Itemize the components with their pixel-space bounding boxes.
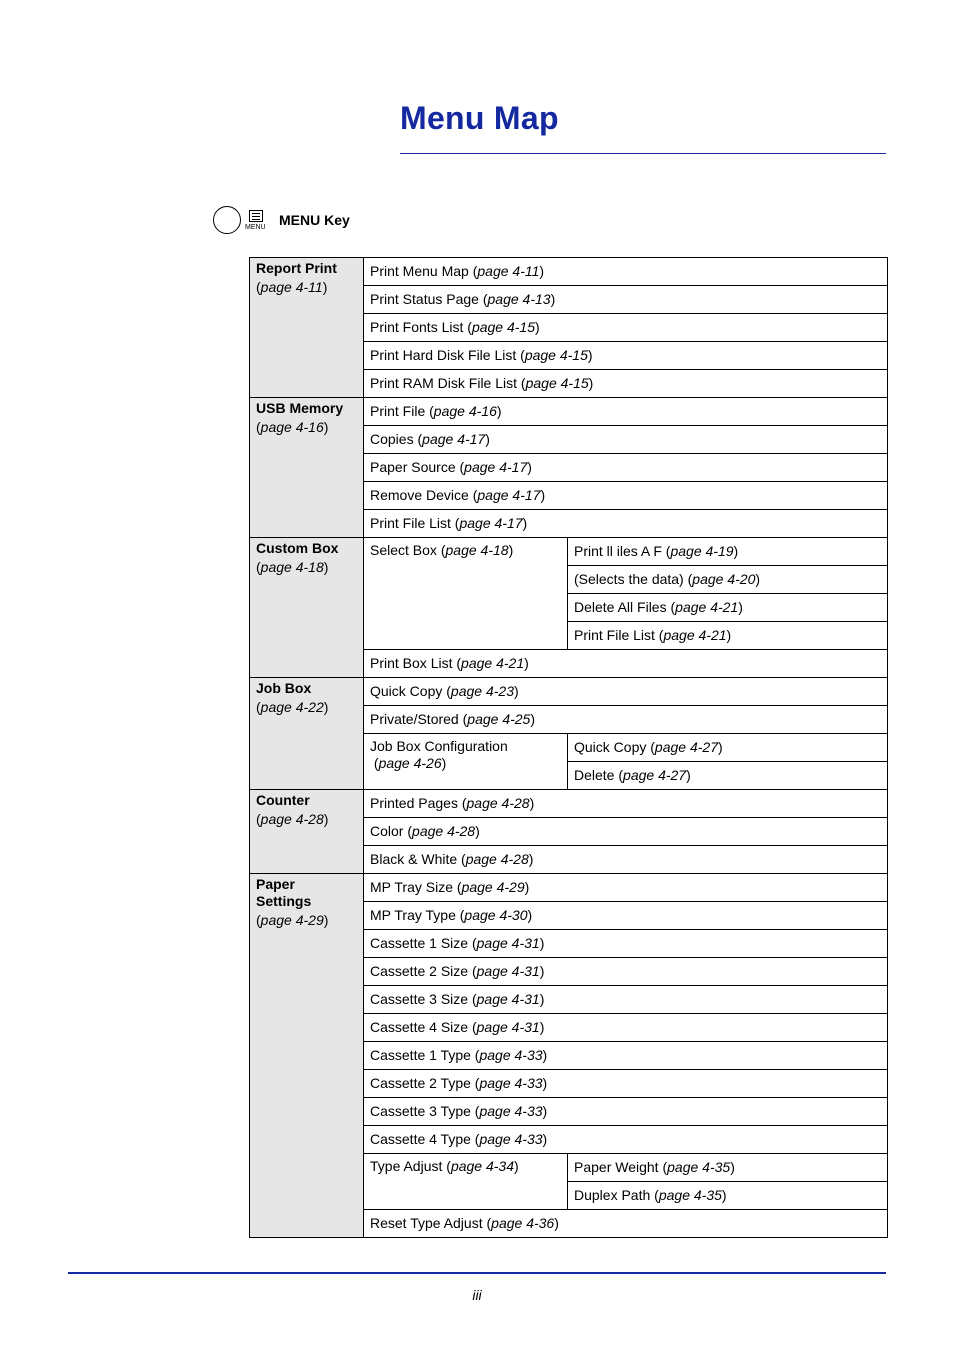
key-circle-icon — [213, 206, 241, 234]
menu-subitem: Print ll iles A F (page 4-19) — [568, 538, 888, 566]
menu-item: Cassette 3 Size (page 4-31) — [364, 986, 888, 1014]
menu-item: Private/Stored (page 4-25) — [364, 706, 888, 734]
menu-item-select-box: Select Box (page 4-18) — [364, 538, 568, 650]
menu-item: Cassette 1 Type (page 4-33) — [364, 1042, 888, 1070]
menu-item: Cassette 4 Type (page 4-33) — [364, 1126, 888, 1154]
menu-subitem: Duplex Path (page 4-35) — [568, 1182, 888, 1210]
table-row — [250, 874, 888, 902]
menu-key-label: MENU Key — [279, 212, 350, 228]
menu-item: Print Fonts List (page 4-15) — [364, 314, 888, 342]
table-row — [250, 258, 888, 286]
menu-item: Paper Source (page 4-17) — [364, 454, 888, 482]
menu-item: Print RAM Disk File List (page 4-15) — [364, 370, 888, 398]
menu-subitem: Delete All Files (page 4-21) — [568, 594, 888, 622]
menu-item: Cassette 3 Type (page 4-33) — [364, 1098, 888, 1126]
menu-item-type-adjust: Type Adjust (page 4-34) — [364, 1154, 568, 1210]
menu-item: Color (page 4-28) — [364, 818, 888, 846]
category-counter: Counter (page 4-28) — [250, 790, 364, 874]
menu-item: Print Hard Disk File List (page 4-15) — [364, 342, 888, 370]
menu-item: MP Tray Size (page 4-29) — [364, 874, 888, 902]
category-usb-memory: USB Memory (page 4-16) — [250, 398, 364, 538]
menu-item: Cassette 2 Type (page 4-33) — [364, 1070, 888, 1098]
menu-item: Printed Pages (page 4-28) — [364, 790, 888, 818]
menu-item: Print File (page 4-16) — [364, 398, 888, 426]
menu-map-table — [249, 257, 888, 1238]
menu-key-icon — [245, 207, 271, 233]
menu-subitem: Quick Copy (page 4-27) — [568, 734, 888, 762]
menu-item: MP Tray Type (page 4-30) — [364, 902, 888, 930]
menu-item: Quick Copy (page 4-23) — [364, 678, 888, 706]
menu-item: Cassette 1 Size (page 4-31) — [364, 930, 888, 958]
table-row — [250, 398, 888, 426]
category-job-box: Job Box (page 4-22) — [250, 678, 364, 790]
menu-key-row — [213, 204, 350, 236]
menu-item: Copies (page 4-17) — [364, 426, 888, 454]
menu-item: Print Box List (page 4-21) — [364, 650, 888, 678]
menu-subitem: Print File List (page 4-21) — [568, 622, 888, 650]
menu-subitem: Paper Weight (page 4-35) — [568, 1154, 888, 1182]
table-row — [250, 790, 888, 818]
menu-item: Print Menu Map (page 4-11) — [364, 258, 888, 286]
menu-item: Reset Type Adjust (page 4-36) — [364, 1210, 888, 1238]
footer-divider — [68, 1272, 886, 1274]
menu-item: Print Status Page (page 4-13) — [364, 286, 888, 314]
category-paper-settings: Paper Settings (page 4-29) — [250, 874, 364, 1238]
menu-item: Cassette 4 Size (page 4-31) — [364, 1014, 888, 1042]
title-divider — [400, 153, 886, 154]
table-row — [250, 678, 888, 706]
menu-item: Print File List (page 4-17) — [364, 510, 888, 538]
menu-item: Cassette 2 Size (page 4-31) — [364, 958, 888, 986]
table-row — [250, 538, 888, 566]
menu-item: Black & White (page 4-28) — [364, 846, 888, 874]
page-number: iii — [472, 1287, 482, 1303]
category-custom-box: Custom Box (page 4-18) — [250, 538, 364, 678]
page-title: Menu Map — [400, 100, 559, 136]
menu-icon-label: MENU — [245, 224, 266, 231]
menu-item-job-box-config: Job Box Configuration (page 4-26) — [364, 734, 568, 790]
menu-subitem: Delete (page 4-27) — [568, 762, 888, 790]
category-report-print: Report Print (page 4-11) — [250, 258, 364, 398]
menu-subitem: (Selects the data) (page 4-20) — [568, 566, 888, 594]
menu-item: Remove Device (page 4-17) — [364, 482, 888, 510]
